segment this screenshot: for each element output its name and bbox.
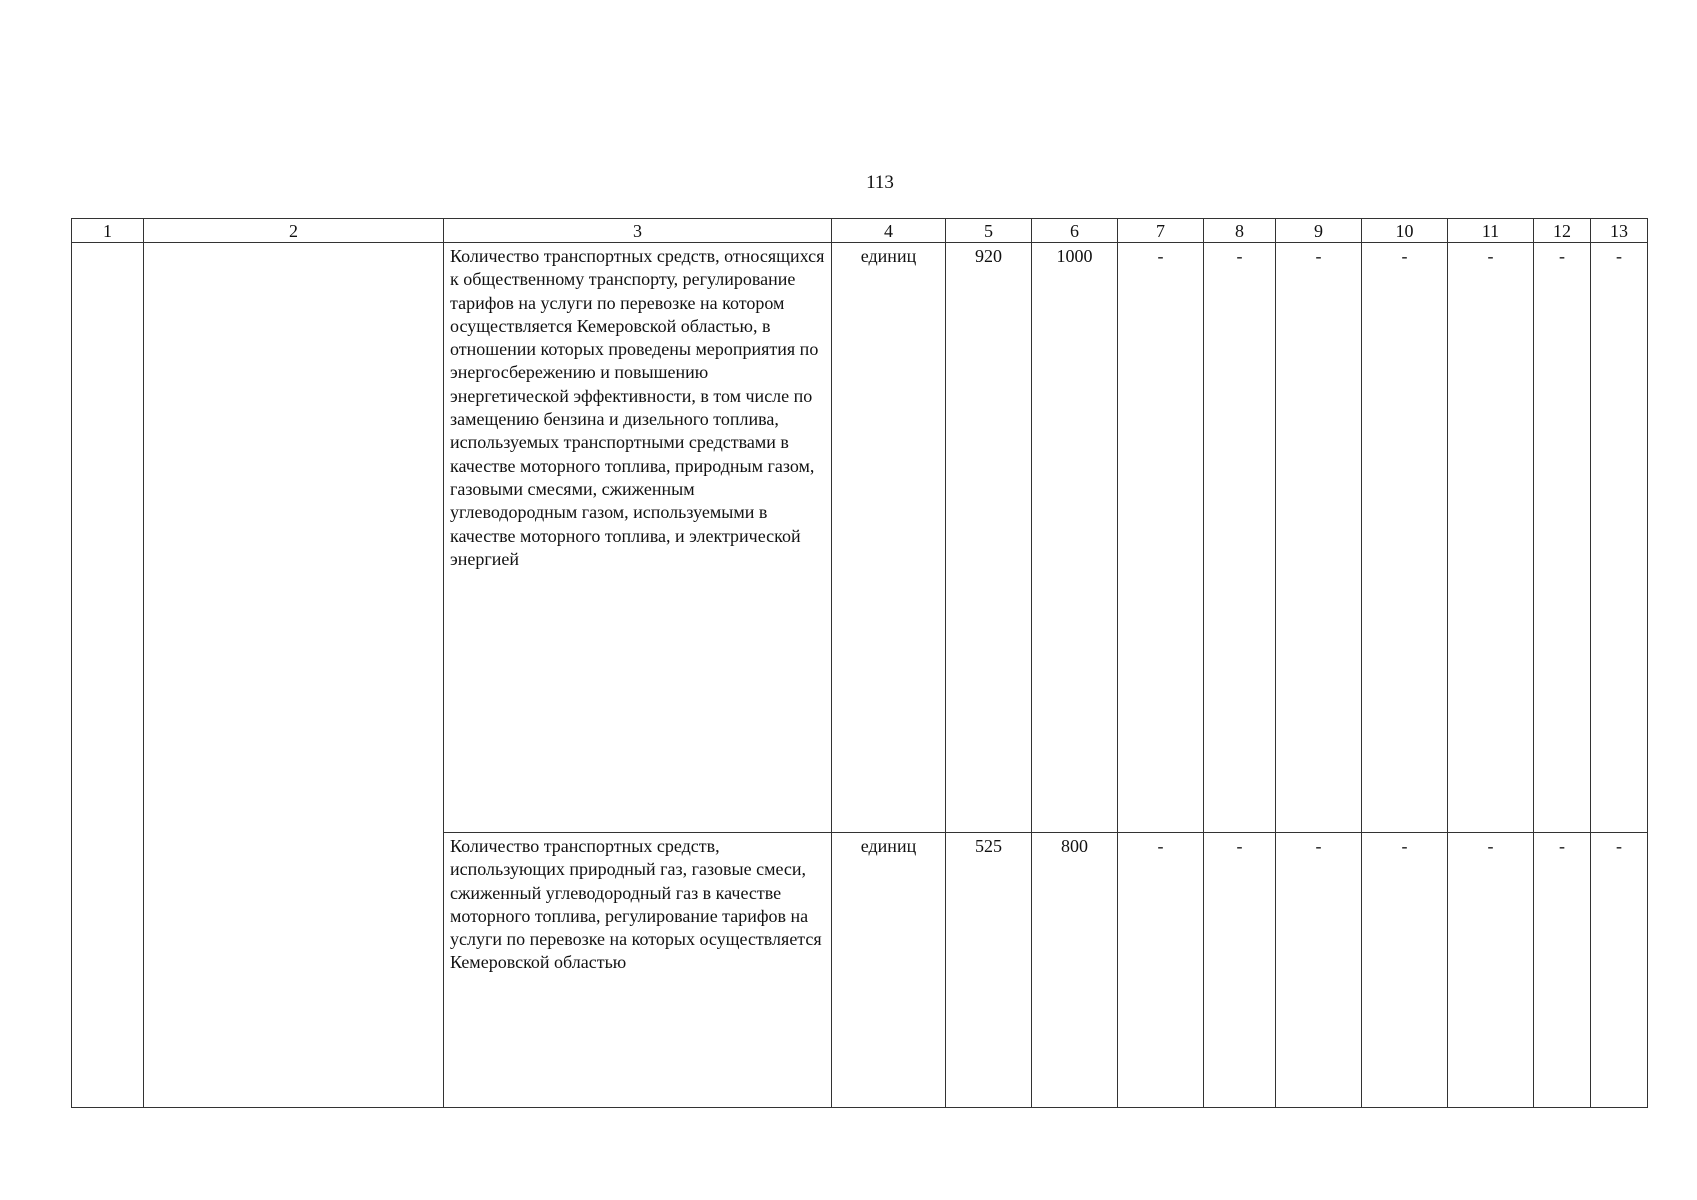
value-cell: 920 — [946, 243, 1032, 833]
column-header: 4 — [832, 219, 946, 243]
value-cell: - — [1591, 833, 1648, 1108]
column-header: 1 — [72, 219, 144, 243]
indicator-name-cell: Количество транспортных средств, относящихся к общественному транспорту, регулирование тарифов на услуги по перевозке на котором осуществляется Кемеровской областью, в отношении которых проведены мероприятия по энергосбережению и повышению энергетической эффективности, в том числе по замещению бензина и дизельного топлива, используемых транспортными средствами в качестве моторного топлива, природным газом, газовыми смесями, сжиженным углеводородным газом, используемыми в качестве моторного топлива, и электрической энергией — [444, 243, 832, 833]
value-cell: - — [1276, 243, 1362, 833]
column-number-row — [72, 219, 1648, 243]
value-cell: - — [1534, 833, 1591, 1108]
column-header: 7 — [1118, 219, 1204, 243]
column-header: 6 — [1032, 219, 1118, 243]
indicators-table — [71, 218, 1648, 1108]
value-cell: - — [1448, 833, 1534, 1108]
value-cell: - — [1276, 833, 1362, 1108]
value-cell: - — [1534, 243, 1591, 833]
value-cell: 1000 — [1032, 243, 1118, 833]
column-header: 10 — [1362, 219, 1448, 243]
column-header: 9 — [1276, 219, 1362, 243]
indicator-name-cell: Количество транспортных средств, использующих природный газ, газовые смеси, сжиженный углеводородный газ в качестве моторного топлива, регулирование тарифов на услуги по перевозке на которых осуществляется Кемеровской областью — [444, 833, 832, 1108]
value-cell: - — [1204, 833, 1276, 1108]
column-header: 11 — [1448, 219, 1534, 243]
column-header: 13 — [1591, 219, 1648, 243]
column-header: 8 — [1204, 219, 1276, 243]
column-header: 5 — [946, 219, 1032, 243]
value-cell: - — [1591, 243, 1648, 833]
value-cell: - — [1448, 243, 1534, 833]
value-cell: - — [1362, 243, 1448, 833]
row-number-cell — [72, 243, 144, 1108]
column-header: 2 — [144, 219, 444, 243]
value-cell: - — [1118, 243, 1204, 833]
value-cell: 525 — [946, 833, 1032, 1108]
column-header: 12 — [1534, 219, 1591, 243]
unit-cell: единиц — [832, 243, 946, 833]
column-header: 3 — [444, 219, 832, 243]
unit-cell: единиц — [832, 833, 946, 1108]
table-row — [72, 243, 1648, 833]
page-number: 113 — [866, 172, 894, 193]
program-name-cell — [144, 243, 444, 1108]
value-cell: - — [1204, 243, 1276, 833]
value-cell: - — [1362, 833, 1448, 1108]
value-cell: - — [1118, 833, 1204, 1108]
value-cell: 800 — [1032, 833, 1118, 1108]
